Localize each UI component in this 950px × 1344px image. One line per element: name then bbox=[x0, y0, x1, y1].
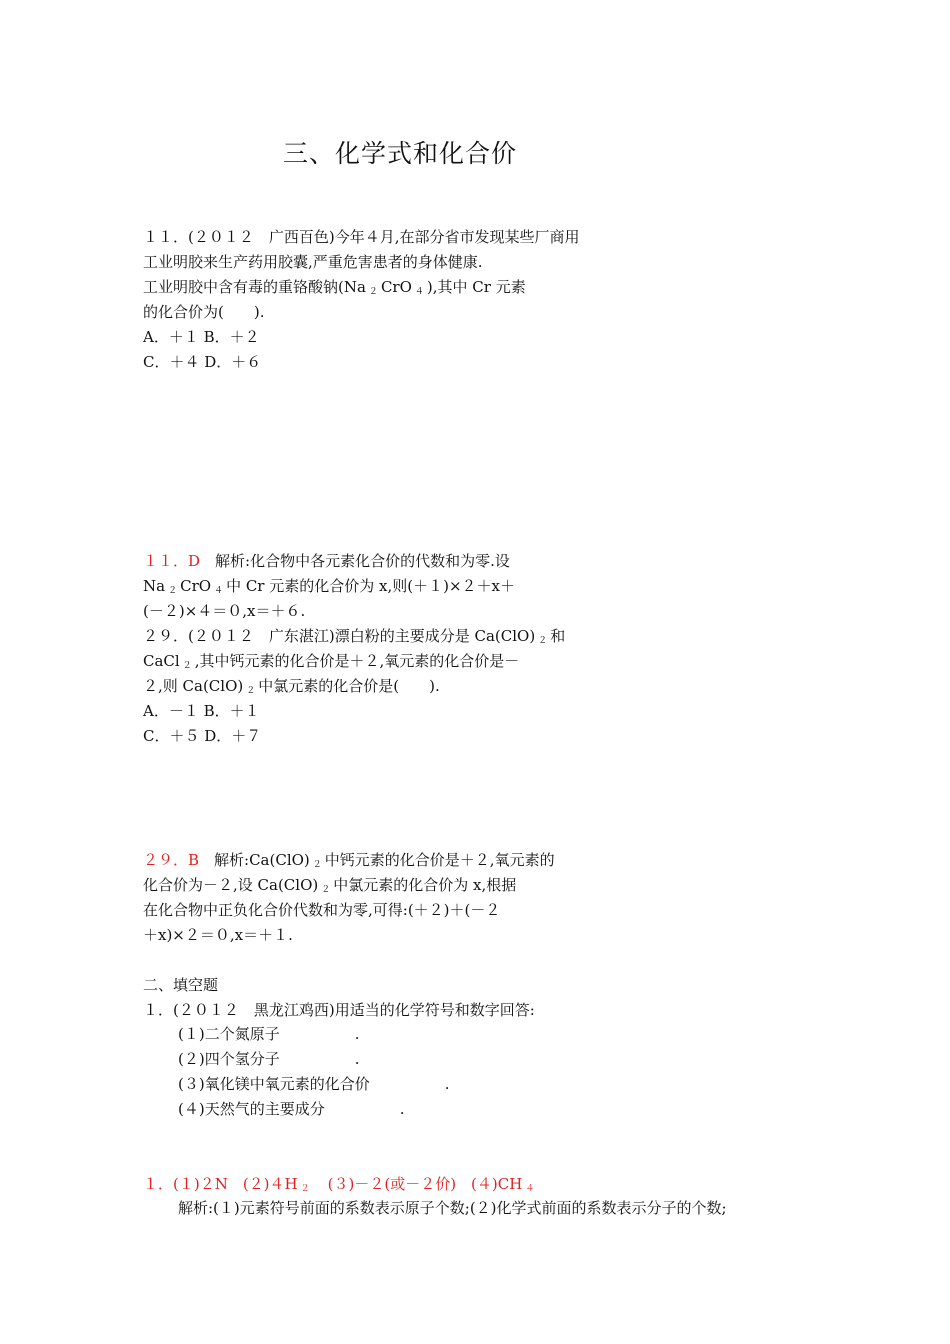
q11-line3: 工业明胶中含有毒的重铬酸钠(Na $_2$ CrO $_4$ ),其中 Cr 元素 bbox=[143, 278, 526, 297]
q11-options-ab: A．＋１ B．＋２ bbox=[143, 328, 260, 346]
q29-line2: CaCl $_2$ ,其中钙元素的化合价是＋２,氧元素的化合价是－ bbox=[143, 652, 520, 671]
a29-line1: ２９．B 解析:Ca(ClO) $_2$ 中钙元素的化合价是＋２,氧元素的 bbox=[143, 851, 555, 870]
s2-q1: １．(２０１２ 黑龙江鸡西)用适当的化学符号和数字回答: bbox=[143, 1001, 535, 1019]
s2-sub4: (４)天然气的主要成分 . bbox=[178, 1100, 405, 1118]
a1-line1: １．(１)２N (２)４H $_2$ (３)－２(或－２价) (４)CH $_4$ bbox=[143, 1175, 535, 1194]
a29-answer: ２９．B bbox=[143, 851, 200, 869]
q29-line3: ２,则 Ca(ClO) $_2$ 中氯元素的化合价是( ). bbox=[143, 677, 440, 696]
q11-options-cd: C．＋４ D．＋６ bbox=[143, 353, 262, 371]
a29-line2: 化合价为－２,设 Ca(ClO) $_2$ 中氯元素的化合价为 x,根据 bbox=[143, 876, 517, 895]
q29-options-ab: A．－１ B．＋１ bbox=[143, 702, 260, 720]
a11-line3: (－２)×４＝０,x＝＋６. bbox=[143, 602, 306, 620]
section-heading: 二、填空题 bbox=[143, 976, 219, 994]
a1-line2: 解析:(１)元素符号前面的系数表示原子个数;(２)化学式前面的系数表示分子的个数; bbox=[178, 1199, 727, 1217]
a29-line3: 在化合物中正负化合价代数和为零,可得:(＋２)＋(－２ bbox=[143, 901, 501, 919]
q11-line2: 工业明胶来生产药用胶囊,严重危害患者的身体健康. bbox=[143, 253, 483, 271]
a11-line2: Na $_2$ CrO $_4$ 中 Cr 元素的化合价为 x,则(＋１)×２＋x＋ bbox=[143, 577, 515, 596]
s2-sub3: (３)氧化镁中氧元素的化合价 . bbox=[178, 1075, 450, 1093]
page-title: 三、化学式和化合价 bbox=[282, 139, 517, 168]
a11-answer: １１．D bbox=[143, 552, 201, 570]
a11-line1: １１．D 解析:化合物中各元素化合价的代数和为零.设 bbox=[143, 552, 510, 570]
q11-line4: 的化合价为( ). bbox=[143, 303, 265, 321]
s2-sub1: (１)二个氮原子 . bbox=[178, 1025, 360, 1043]
q29-line1: ２９．(２０１２ 广东湛江)漂白粉的主要成分是 Ca(ClO) $_2$ 和 bbox=[143, 627, 566, 646]
q11-line1: １１．(２０１２ 广西百色)今年４月,在部分省市发现某些厂商用 bbox=[143, 228, 580, 246]
a29-line4: ＋x)×２＝０,x＝＋１. bbox=[143, 926, 293, 944]
q29-options-cd: C．＋５ D．＋７ bbox=[143, 727, 262, 745]
s2-sub2: (２)四个氢分子 . bbox=[178, 1050, 360, 1068]
